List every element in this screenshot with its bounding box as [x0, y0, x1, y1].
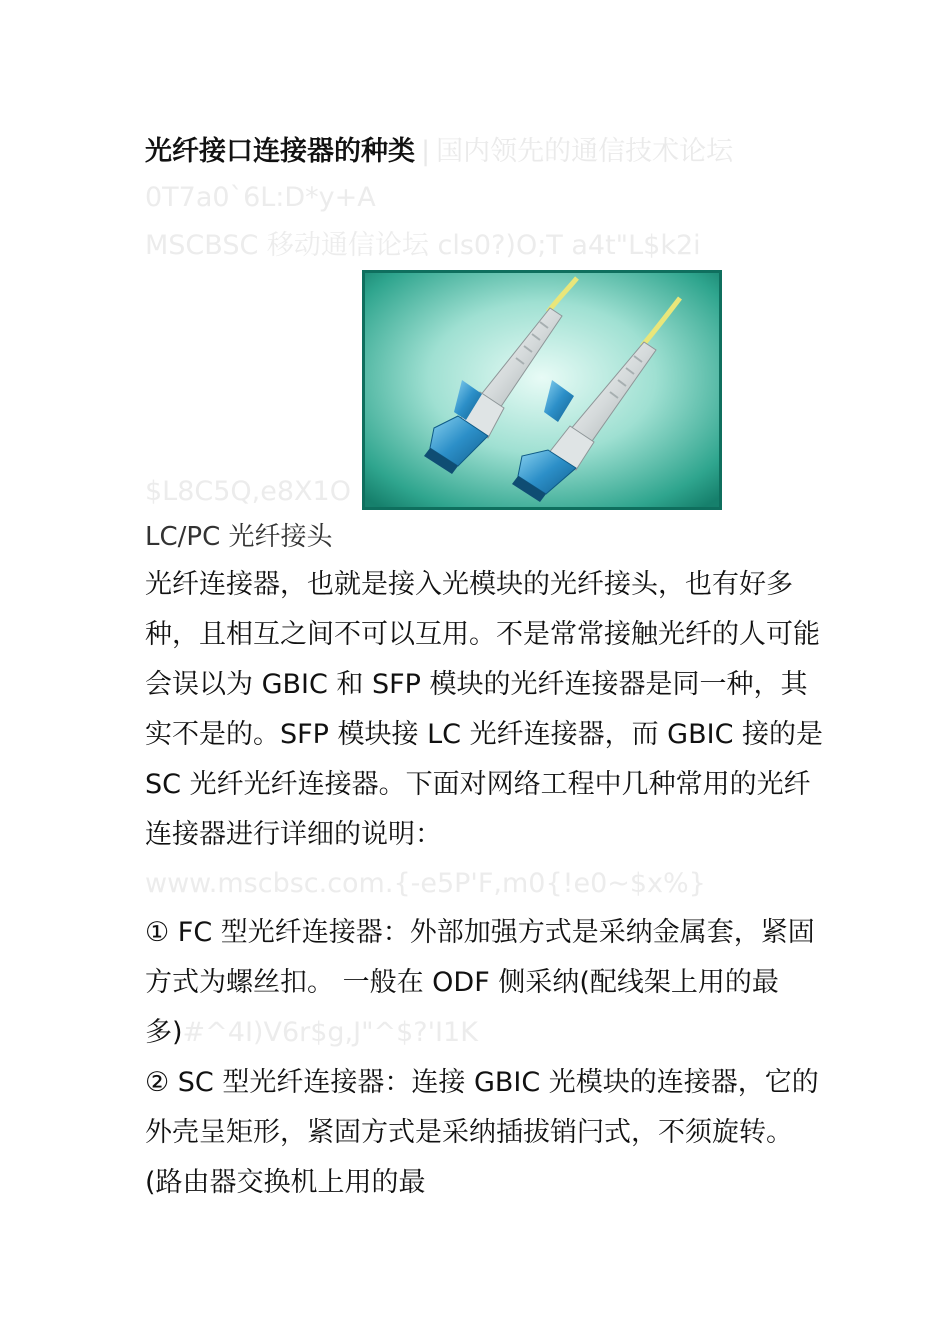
- header-line: [145, 130, 825, 174]
- lc-connector-photo: [362, 270, 722, 510]
- watermark-line-1: 0T7a0`6L:D*y+A: [145, 182, 376, 213]
- fc-connector-text: ① FC 型光纤连接器：外部加强方式是采纳金属套，紧固方式为螺丝扣。 一般在 ODF 侧采纳(配线架上用的最多): [145, 917, 815, 1048]
- figure-caption: LC/PC 光纤接头: [145, 522, 333, 552]
- fc-connector-paragraph: [145, 908, 825, 1058]
- watermark-line-3: $L8C5Q,e8X1O: [145, 476, 351, 507]
- site-tagline: 国内领先的通信技术论坛: [436, 136, 734, 167]
- title-separator: |: [421, 136, 431, 167]
- watermark-line-4: www.mscbsc.com.{-e5P'F,m0{!e0~$x%}: [145, 868, 706, 899]
- sc-connector-paragraph: ② SC 型光纤连接器：连接 GBIC 光模块的连接器，它的外壳呈矩形，紧固方式是采纳插拔销闩式，不须旋转。(路由器交换机上用的最: [145, 1067, 819, 1198]
- document-title: 光纤接口连接器的种类: [145, 136, 415, 167]
- document-page: [145, 130, 825, 1208]
- intro-paragraph: 光纤连接器，也就是接入光模块的光纤接头，也有好多种，且相互之间不可以互用。不是常常接触光纤的人可能会误以为 GBIC 和 SFP 模块的光纤连接器是同一种，其实不是的。SFP 模块接 LC 光纤连接器，而 GBIC 接的是 SC 光纤光纤连接器。下面对网络工程中几种常用的光纤连接器进行详细的说明：: [145, 569, 824, 850]
- watermark-line-5: #^4I)V6r$g,J"^$?'I1K: [182, 1017, 478, 1048]
- watermark-line-2: MSCBSC 移动通信论坛 cls0?)O;T a4t"L$k2i: [145, 230, 701, 261]
- figure-row: [145, 270, 825, 512]
